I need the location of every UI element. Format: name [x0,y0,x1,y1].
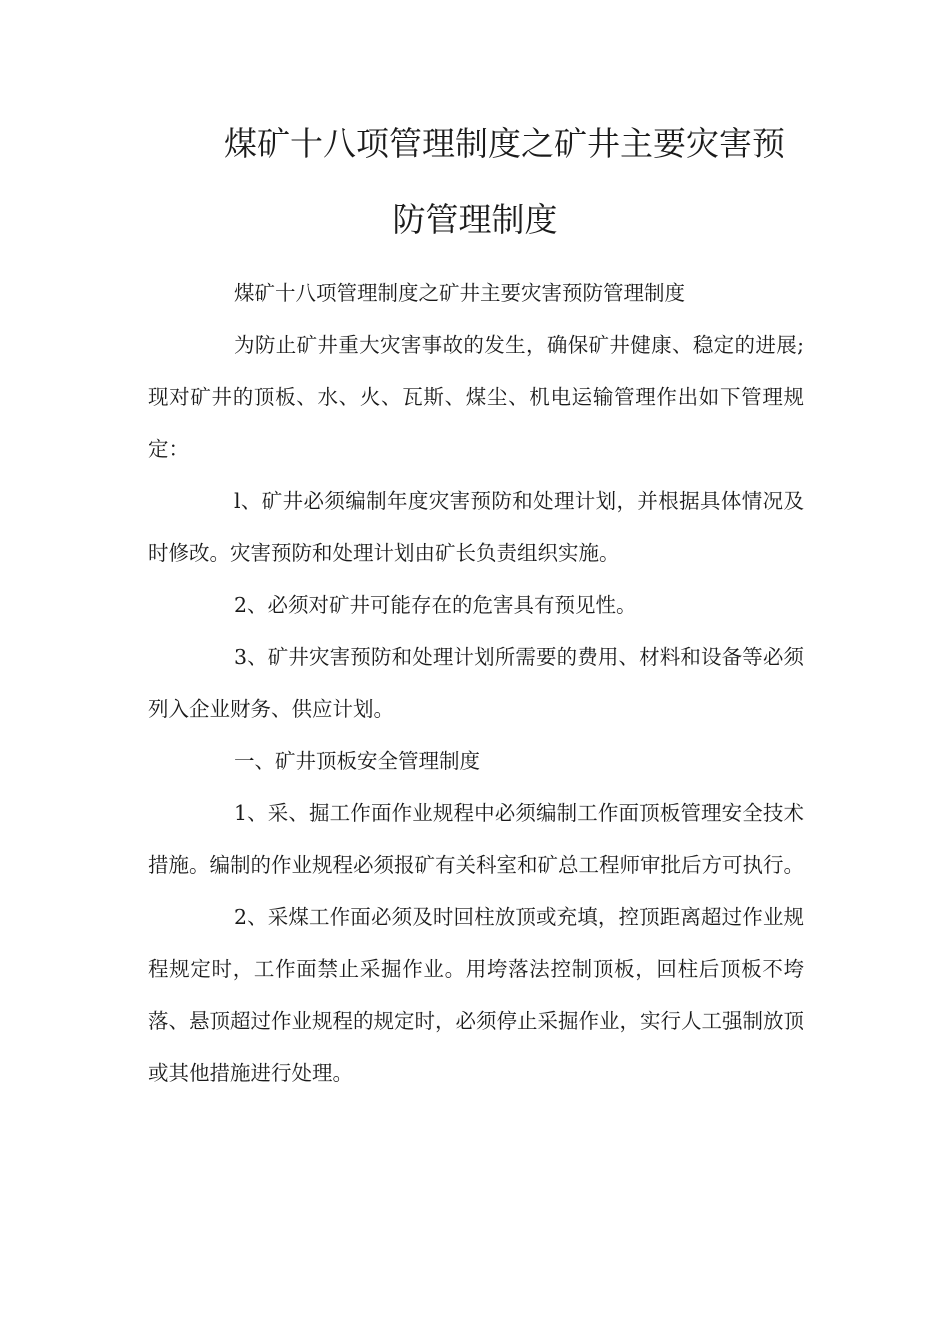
paragraph-item-3: 3、矿井灾害预防和处理计划所需要的费用、材料和设备等必须列入企业财务、供应计划。 [148,645,804,721]
paragraph-intro: 为防止矿井重大灾害事故的发生，确保矿井健康、稳定的进展;现对矿井的顶板、水、火、瓦斯、煤尘、机电运输管理作出如下管理规定： [148,333,804,461]
document-body [148,267,804,1099]
document-title-line-1: 煤矿十八项管理制度之矿井主要灾害预 [224,124,785,163]
paragraph-roof-item-2: 2、采煤工作面必须及时回柱放顶或充填，控顶距离超过作业规程规定时，工作面禁止采掘作业。用垮落法控制顶板，回柱后顶板不垮落、悬顶超过作业规程的规定时，必须停止采掘作业，实行人工强制放顶或其他措施进行处理。 [148,905,804,1085]
section-heading-roof-safety: 一、矿井顶板安全管理制度 [234,749,480,773]
paragraph-item-1: l、矿井必须编制年度灾害预防和处理计划，并根据具体情况及时修改。灾害预防和处理计划由矿长负责组织实施。 [148,489,804,565]
paragraph-roof-item-1: 1、采、掘工作面作业规程中必须编制工作面顶板管理安全技术措施。编制的作业规程必须报矿有关科室和矿总工程师审批后方可执行。 [148,801,804,877]
document-title-line-2: 防管理制度 [392,200,558,239]
paragraph-item-2: 2、必须对矿井可能存在的危害具有预见性。 [234,593,637,617]
paragraph-subtitle: 煤矿十八项管理制度之矿井主要灾害预防管理制度 [234,281,685,305]
